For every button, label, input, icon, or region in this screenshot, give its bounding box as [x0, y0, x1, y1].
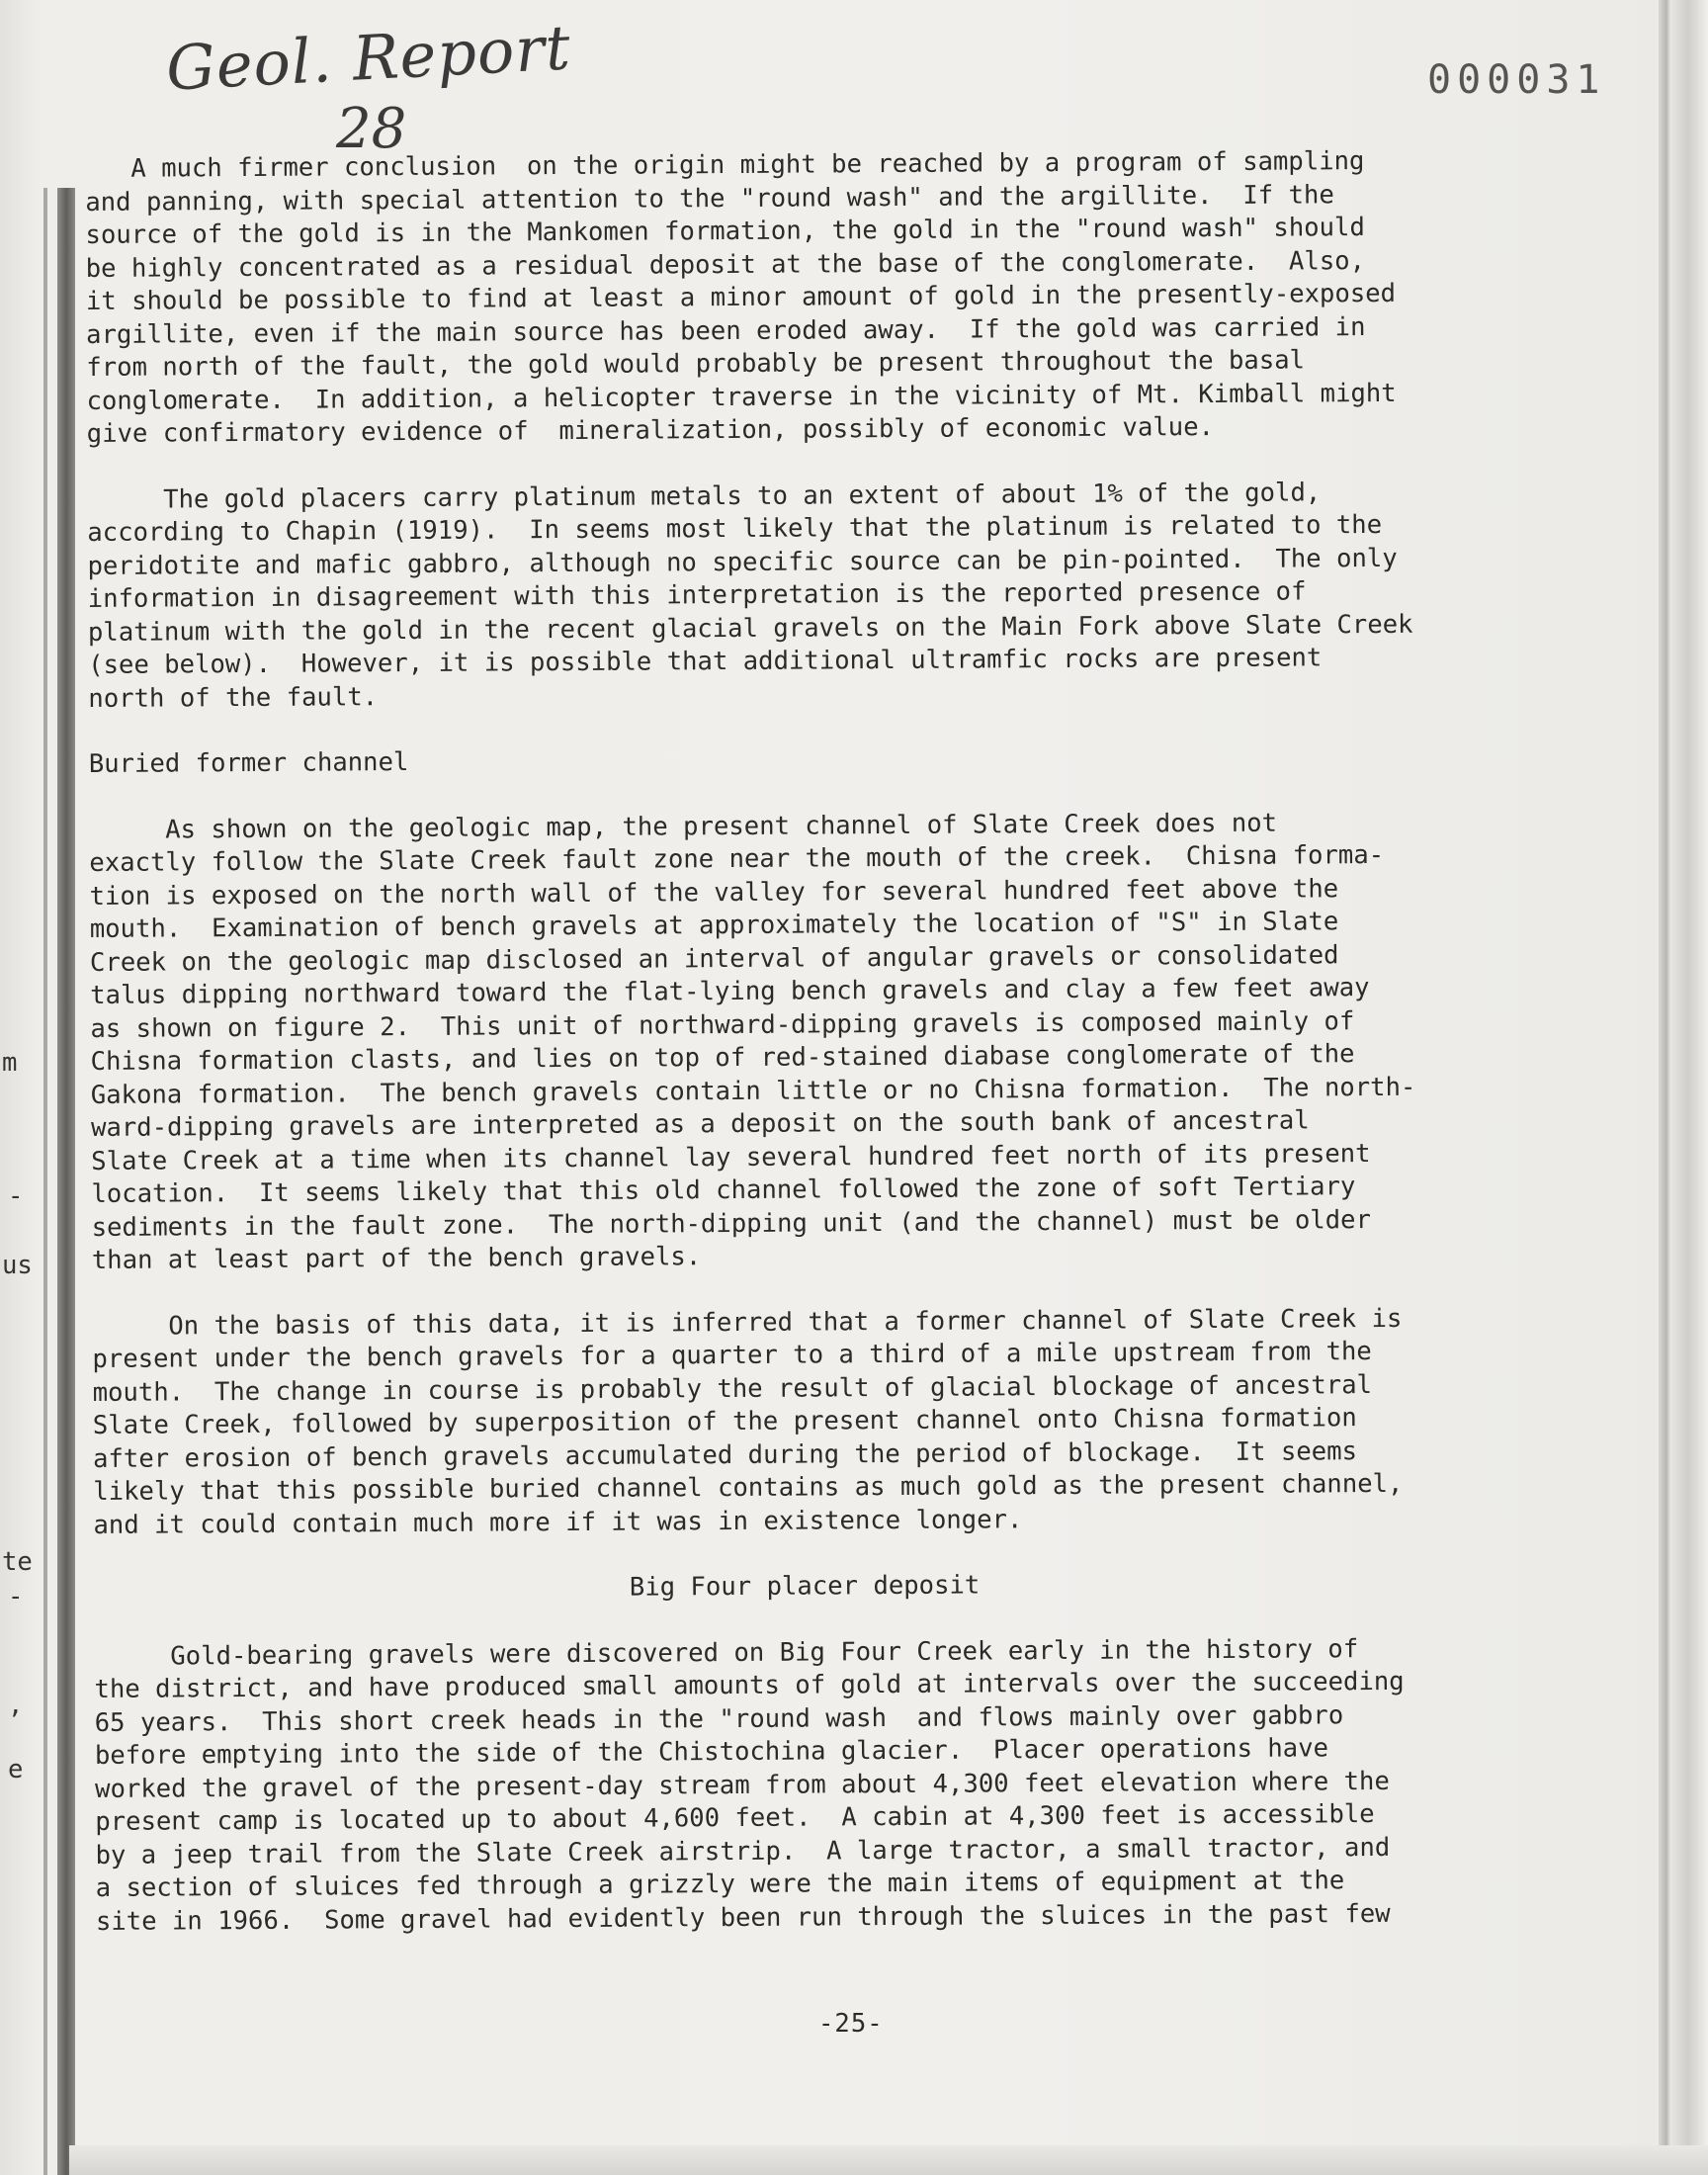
- binding-edge-thin: [43, 188, 47, 2175]
- text-line: before emptying into the side of the Chistochina glacier. Placer operations have: [94, 1733, 1329, 1771]
- paragraph-buried-channel-1: [89, 805, 1575, 1277]
- text-line: tion is exposed on the north wall of the valley for several hundred feet above the: [89, 873, 1339, 912]
- text-line: from north of the fault, the gold would probably be present throughout the basal: [86, 345, 1306, 383]
- section-heading-buried-channel: Buried former channel: [88, 747, 409, 779]
- margin-fragment: m: [2, 1048, 18, 1078]
- margin-fragment: us: [2, 1251, 33, 1280]
- text-line: mouth. Examination of bench gravels at approximately the location of "S" in Slate: [89, 907, 1339, 944]
- text-line: As shown on the geologic map, the present channel of Slate Creek does not: [89, 808, 1278, 845]
- text-line: The gold placers carry platinum metals to an extent of about 1% of the gold,: [87, 477, 1322, 515]
- scan-right-edge: [1659, 0, 1708, 2175]
- margin-fragment: te: [2, 1547, 33, 1577]
- text-line: A much firmer conclusion on the origin might be reached by a program of sampling: [85, 146, 1365, 184]
- text-line: On the basis of this data, it is inferred that a former channel of Slate Creek is: [92, 1303, 1403, 1342]
- text-line: source of the gold is in the Mankomen formation, the gold in the "round wash" should: [85, 213, 1365, 250]
- page-number: -25-: [818, 2009, 884, 2039]
- text-line: be highly concentrated as a residual deposit at the base of the conglomerate. Also,: [85, 245, 1366, 284]
- text-line: Slate Creek, followed by superposition of the present channel onto Chisna formation: [92, 1403, 1357, 1440]
- margin-fragment: -: [8, 1582, 24, 1611]
- text-line: after erosion of bench gravels accumulated during the period of blockage. It seems: [92, 1436, 1358, 1474]
- paragraph-buried-channel-2: [92, 1301, 1576, 1542]
- text-line: likely that this possible buried channel contains as much gold as the present channel,: [93, 1468, 1404, 1507]
- text-line: and it could contain much more if it was in existence longer.: [93, 1504, 1023, 1540]
- text-line: talus dipping northward toward the flat-lying bench gravels and clay a few feet away: [90, 973, 1370, 1010]
- text-line: Slate Creek at a time when its channel lay several hundred feet north of its present: [91, 1138, 1371, 1176]
- text-line: Creek on the geologic map disclosed an interval of angular gravels or consolidated: [89, 939, 1339, 978]
- paragraph-platinum: [87, 475, 1571, 716]
- text-line: it should be possible to find at least a minor amount of gold in the presently-exposed: [85, 278, 1397, 316]
- text-line: the district, and have produced small amounts of gold at intervals over the succeeding: [94, 1666, 1405, 1704]
- text-line: than at least part of the bench gravels.: [91, 1242, 702, 1275]
- text-line: a section of sluices fed through a grizzly were the main items of equipment at the: [95, 1866, 1345, 1903]
- text-line: give confirmatory evidence of mineralization, possibly of economic value.: [86, 412, 1215, 449]
- text-line: platinum with the gold in the recent glacial gravels on the Main Fork above Slate Creek: [87, 609, 1413, 648]
- text-line: (see below). However, it is possible that additional ultramfic rocks are present: [88, 643, 1323, 680]
- paragraph-conclusion: [85, 144, 1570, 452]
- text-line: argillite, even if the main source has been eroded away. If the gold was carried in: [86, 311, 1366, 350]
- handwritten-title: Geol. Report: [164, 11, 573, 105]
- text-line: information in disagreement with this interpretation is the reported presence of: [87, 576, 1307, 614]
- text-line: north of the fault.: [88, 681, 379, 714]
- text-line: Gakona formation. The bench gravels contain little or no Chisna formation. The north-: [90, 1072, 1416, 1110]
- binding-edge: [57, 188, 75, 2175]
- paragraph-big-four: [94, 1631, 1579, 1939]
- text-line: as shown on figure 2. This unit of northward-dipping gravels is composed mainly of: [90, 1005, 1355, 1044]
- text-line: location. It seems likely that this old channel followed the zone of soft Tertiary: [91, 1172, 1356, 1209]
- text-line: Chisna formation clasts, and lies on top of red-stained diabase conglomerate of the: [90, 1039, 1355, 1077]
- text-line: by a jeep trail from the Slate Creek airstrip. A large tractor, a small tractor, and: [95, 1832, 1391, 1870]
- text-line: present camp is located up to about 4,600 feet. A cabin at 4,300 feet is accessible: [95, 1799, 1375, 1837]
- text-line: according to Chapin (1919). In seems most likely that the platinum is related to the: [87, 509, 1383, 548]
- text-line: 65 years. This short creek heads in the "round wash and flows mainly over gabbro: [94, 1699, 1344, 1738]
- text-line: worked the gravel of the present-day stream from about 4,300 feet elevation where the: [95, 1766, 1390, 1804]
- margin-fragment: e: [8, 1755, 24, 1784]
- text-line: and panning, with special attention to the "round wash" and the argillite. If the: [85, 179, 1334, 218]
- margin-fragment: ,: [8, 1691, 24, 1720]
- text-line: present under the bench gravels for a quarter to a third of a mile upstream from the: [92, 1337, 1372, 1374]
- text-line: exactly follow the Slate Creek fault zone near the mouth of the creek. Chisna forma-: [89, 839, 1385, 878]
- text-line: ward-dipping gravels are interpreted as a deposit on the south bank of ancestral: [90, 1105, 1310, 1143]
- text-line: peridotite and mafic gabbro, although no specific source can be pin-pointed. The only: [87, 543, 1398, 581]
- handwritten-report-number: 28: [336, 97, 407, 161]
- scan-bottom-edge: [69, 2145, 1708, 2175]
- text-line: site in 1966. Some gravel had evidently been run through the sluices in the past few: [95, 1898, 1391, 1937]
- text-line: mouth. The change in course is probably the result of glacial blockage of ancestral: [92, 1369, 1373, 1408]
- text-line: Gold-bearing gravels were discovered on Big Four Creek early in the history of: [94, 1633, 1359, 1672]
- body-text: [85, 144, 1579, 1971]
- text-line: conglomerate. In addition, a helicopter traverse in the vicinity of Mt. Kimball might: [86, 378, 1397, 416]
- margin-fragment: -: [8, 1181, 24, 1211]
- text-line: sediments in the fault zone. The north-dipping unit (and the channel) must be older: [91, 1204, 1372, 1243]
- document-stamp-number: 000031: [1427, 57, 1606, 103]
- section-heading-big-four: Big Four placer deposit: [629, 1570, 981, 1603]
